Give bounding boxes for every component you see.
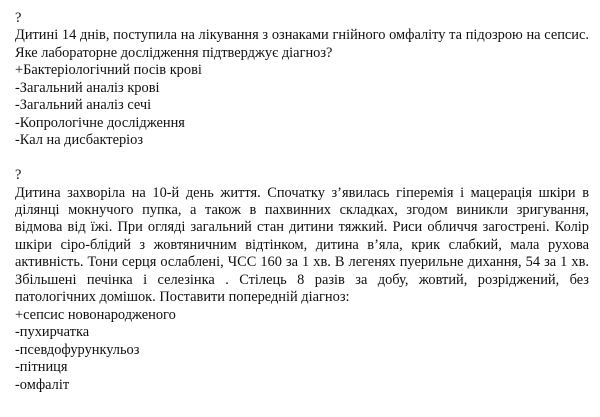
- answer-option-correct: +Бактеріологічний посів крові: [15, 62, 202, 79]
- blank-line: [15, 150, 589, 167]
- question-marker: ?: [15, 167, 22, 184]
- answer-option: -Загальний аналіз крові: [15, 79, 160, 96]
- answer-option: -омфаліт: [15, 376, 70, 393]
- question-block-1: [15, 10, 589, 150]
- question-text: Дитині 14 днів, поступила на лікування з ознаками гнійного омфаліту та підозрою на сепсис. Яке лабораторне дослідження підтверджує діагноз?: [15, 27, 589, 61]
- question-block-2: [15, 167, 589, 394]
- question-text: Дитина захворіла на 10-й день життя. Спочатку з’явилась гіперемія і мацерація шкіри в ділянці мокнучого пупка, а також в пахвинних складках, згодом виникли зригування, відмова від їжі. При огляді загальний стан дитини тяжкий. Риси обличчя загострені. Колір шкіри сіро-блідий з жовтяничним відтінком, дитина в’яла, крик слабкий, мала рухова активність. Тони серця ослаблені, ЧСС 160 за 1 хв. В легенях пуерильне дихання, 54 за 1 хв. Збільшені печінка і селезінка . Стілець 8 разів за добу, жовтий, розріджений, без патологічних домішок. Поставити попередній діагноз:: [15, 184, 589, 306]
- answer-option: -пітниця: [15, 359, 68, 376]
- question-marker: ?: [15, 10, 22, 26]
- answer-option: -Загальний аналіз сечі: [15, 97, 152, 114]
- answer-option-correct: +сепсис новонародженого: [15, 306, 176, 323]
- answer-option: -Копрологічне дослідження: [15, 114, 185, 131]
- answer-option: -пухирчатка: [15, 324, 90, 341]
- document-body: [15, 10, 589, 394]
- answer-option: -псевдофурункульоз: [15, 341, 140, 358]
- answer-option: -Кал на дисбактеріоз: [15, 132, 144, 149]
